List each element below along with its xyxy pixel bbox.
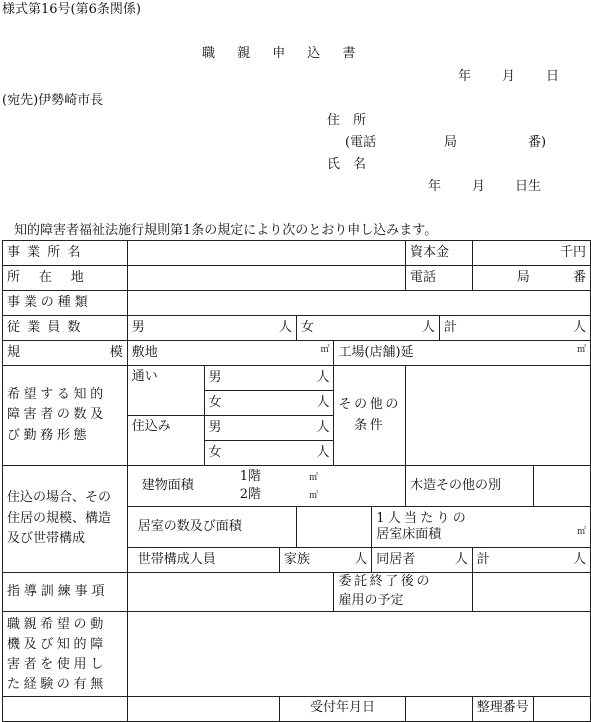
commute-label: 通い [127, 366, 204, 416]
after-plan-field[interactable] [472, 573, 590, 612]
after-plan-label [334, 573, 472, 612]
floor-label: 工場(店舗)延 [338, 344, 414, 360]
employees-male-field[interactable] [127, 316, 296, 341]
after-plan-line1: 委託終了後の [338, 574, 433, 590]
commute-female-label: 女 [208, 394, 222, 410]
hope-label: 希望する知的障害者の数及び勤務形態 [3, 366, 128, 466]
address-label: 住 所 [327, 113, 367, 128]
site-area-field[interactable] [127, 341, 334, 366]
application-table [2, 240, 591, 722]
commute-female-unit: 人 [316, 394, 330, 410]
employees-female-unit: 人 [421, 319, 435, 335]
family-label: 家族 [283, 551, 310, 567]
floor-m2-unit: ㎡ [576, 344, 586, 355]
motive-label: 職親希望の動機及び知的障害者を使用した経験の有無 [3, 612, 128, 697]
capital-label: 資本金 [406, 241, 473, 266]
commute-male-unit: 人 [316, 369, 330, 385]
ref-no-field[interactable] [533, 696, 590, 721]
birth-year-label: 年 [428, 179, 442, 194]
capital-unit: 千円 [559, 244, 586, 260]
employees-male-unit: 人 [278, 319, 292, 335]
footer-blank-cell [3, 696, 128, 721]
live-in-female-unit: 人 [316, 444, 330, 460]
after-plan-line2: 雇用の予定 [338, 593, 404, 608]
live-in-female-label: 女 [208, 444, 222, 460]
phone-ban-label: 番) [528, 135, 547, 150]
intro-text: 知的障害者福祉法施行規則第1条の規定により次のとおり申し込みます。 [14, 223, 438, 238]
training-label: 指導訓練事項 [3, 573, 128, 612]
building-area-label: 建物面積 [141, 477, 194, 493]
household-total-field[interactable] [472, 548, 590, 573]
business-type-field[interactable] [127, 291, 590, 316]
per-person-line2 [376, 527, 586, 543]
form-number: 様式第16号(第6条関係) [2, 2, 141, 17]
business-name-field[interactable] [127, 241, 405, 266]
phone-open-label: (電話 [345, 135, 377, 150]
employees-female-field[interactable] [296, 316, 439, 341]
name-label: 氏 名 [327, 157, 367, 172]
commute-male-label: 男 [208, 369, 222, 385]
per-person-label: 居室床面積 [376, 527, 442, 542]
floor2-m2-unit: ㎡ [309, 491, 319, 501]
employees-total-label: 計 [443, 319, 457, 335]
footer-blank-cell-2 [127, 696, 279, 721]
addressee: (宛先)伊勢崎市長 [2, 93, 104, 108]
business-name-label: 事業所名 [3, 241, 128, 266]
rooms-label [127, 507, 296, 548]
construction-field[interactable] [533, 466, 590, 507]
phone-field[interactable] [472, 266, 590, 291]
household-total-label: 計 [476, 551, 490, 567]
other-cond-field[interactable] [406, 366, 591, 466]
commute-male-field[interactable] [204, 366, 334, 391]
phone-label: 電話 [406, 266, 473, 291]
location-field[interactable] [127, 266, 405, 291]
received-date-field[interactable] [406, 696, 473, 721]
date-day-label: 日 [546, 69, 560, 84]
floor2-line [240, 486, 318, 504]
rooms-field[interactable] [296, 507, 371, 548]
floor-area-field[interactable] [334, 341, 591, 366]
rooms-label-text: 居室の数及び面積 [137, 518, 242, 534]
ban-label: 番 [572, 269, 586, 285]
site-label: 敷地 [131, 344, 158, 360]
site-m2-unit: ㎡ [320, 344, 330, 355]
residence-label: 住込の場合、その住居の規模、構造及び世帯構成 [3, 466, 128, 573]
birth-day-label: 日生 [515, 179, 542, 194]
family-unit: 人 [354, 551, 368, 567]
live-in-male-unit: 人 [316, 419, 330, 435]
floor1-m2-unit: ㎡ [309, 473, 319, 484]
commute-female-field[interactable] [204, 391, 334, 416]
floor2-label: 2階 [239, 487, 261, 502]
household-label [127, 548, 279, 573]
cohabitant-unit: 人 [454, 551, 468, 567]
capital-field[interactable] [472, 241, 590, 266]
date-month-label: 月 [502, 69, 516, 84]
building-floors [240, 468, 318, 503]
location-label: 所在地 [3, 266, 128, 291]
training-field[interactable] [127, 573, 334, 612]
employees-female-label: 女 [300, 319, 314, 335]
phone-kyoku-label: 局 [444, 135, 458, 150]
business-type-label: 事業の種類 [3, 291, 128, 316]
per-person-m2-unit: ㎡ [576, 527, 586, 537]
household-total-unit: 人 [572, 551, 586, 567]
employees-total-field[interactable] [439, 316, 590, 341]
family-field[interactable] [279, 548, 371, 573]
floor1-line [240, 468, 318, 486]
per-person-field[interactable] [372, 507, 591, 548]
other-cond-label: その他の条件 [334, 366, 406, 466]
building-area-field[interactable] [127, 466, 405, 507]
employees-label: 従業員数 [3, 316, 128, 341]
live-in-male-field[interactable] [204, 416, 334, 441]
household-label-text: 世帯構成人員 [137, 551, 216, 567]
employees-male-label: 男 [131, 319, 145, 335]
cohabitant-label: 同居者 [376, 551, 416, 567]
birth-month-label: 月 [472, 179, 486, 194]
floor1-label: 1階 [239, 469, 261, 485]
form-title: 職 親 申 込 書 [202, 46, 360, 61]
live-in-label: 住込み [127, 416, 204, 466]
cohabitant-field[interactable] [372, 548, 472, 573]
live-in-female-field[interactable] [204, 441, 334, 466]
date-year-label: 年 [458, 69, 472, 84]
received-date-label: 受付年月日 [279, 696, 405, 721]
scale-label-char2: 模 [109, 344, 123, 360]
scale-label-char1: 規 [7, 344, 21, 360]
employees-total-unit: 人 [572, 319, 586, 335]
per-person-line1: 1人当たりの [376, 510, 470, 526]
live-in-male-label: 男 [208, 419, 222, 435]
ref-no-label: 整理番号 [472, 696, 533, 721]
motive-field[interactable] [127, 612, 590, 697]
scale-label [3, 341, 128, 366]
kyoku-label: 局 [516, 269, 530, 285]
construction-label: 木造その他の別 [406, 466, 534, 507]
